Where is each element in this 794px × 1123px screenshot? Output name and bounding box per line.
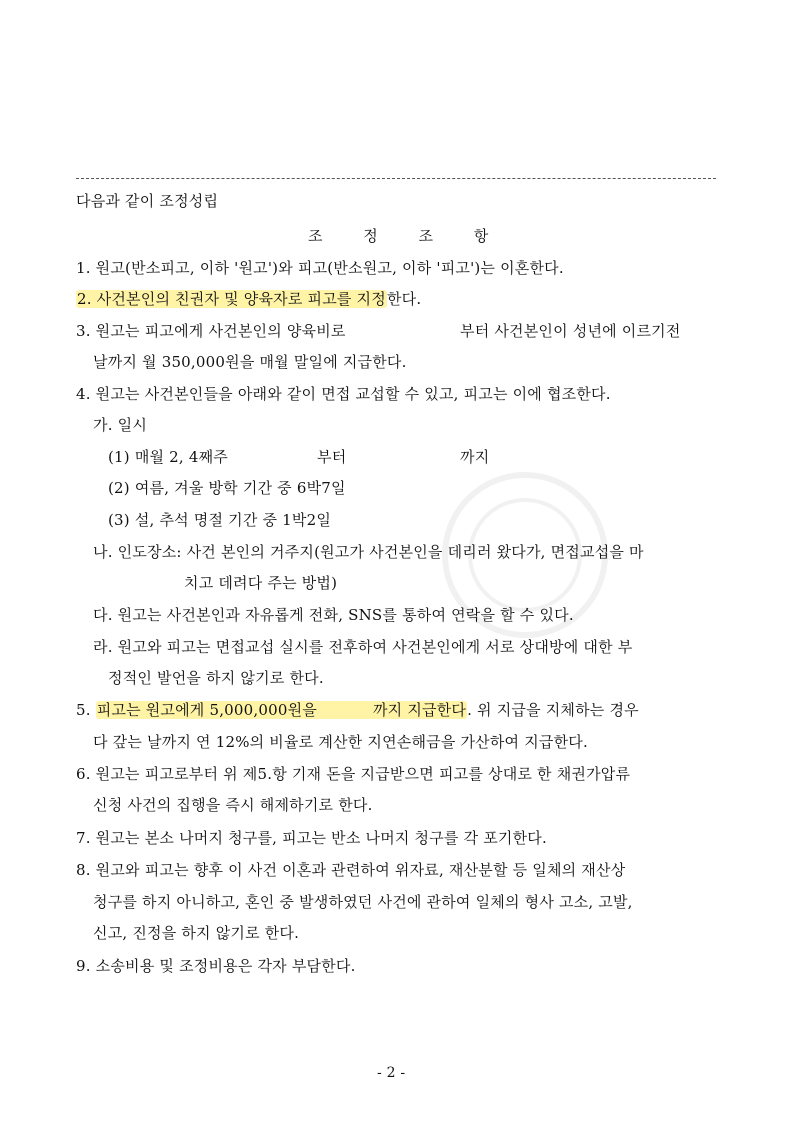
- clause-8-line-2: 청구를 하지 아니하고, 혼인 중 발생하였던 사건에 관하여 일체의 형사 고소, 고발,: [93, 893, 633, 911]
- header-divider: [76, 178, 716, 179]
- clause-5-highlight: [96, 701, 467, 719]
- clause-4: 4. 원고는 사건본인들을 아래와 같이 면접 교섭할 수 있고, 피고는 이에 협조한다.: [76, 385, 611, 403]
- clause-4-ga-1-from: 부터: [317, 448, 347, 466]
- clause-5-number: 5.: [76, 701, 91, 719]
- clause-8-line-1: 8. 원고와 피고는 향후 이 사건 이혼과 관련하여 위자료, 재산분할 등 일체의 재산상: [76, 861, 626, 879]
- clause-6-line-2: 신청 사건의 집행을 즉시 해제하기로 한다.: [93, 796, 373, 814]
- clause-1: 1. 원고(반소피고, 이하 '원고')와 피고(반소원고, 이하 '피고')는 이혼한다.: [76, 259, 564, 277]
- clause-4-ga: 가. 일시: [93, 416, 148, 434]
- clause-3-line-1b: 부터 사건본인이 성년에 이르기전: [460, 322, 681, 340]
- intro-text: 다음과 같이 조정성립: [76, 192, 219, 210]
- clause-4-na-line-1: 나. 인도장소: 사건 본인의 거주지(원고가 사건본인을 데리러 왔다가, 면접교섭을 마: [93, 543, 644, 561]
- clause-5-highlight-due: 까지 지급한다: [372, 701, 467, 719]
- clause-5-highlight-amount: 피고는 원고에게 5,000,000원을: [96, 701, 317, 719]
- section-title: 조 정 조 항: [308, 227, 507, 245]
- clause-7: 7. 원고는 본소 나머지 청구를, 피고는 반소 나머지 청구를 각 포기한다.: [76, 829, 547, 847]
- clause-4-ra-line-1: 라. 원고와 피고는 면접교섭 실시를 전후하여 사건본인에게 서로 상대방에 대한 부: [93, 638, 633, 656]
- clause-4-ga-3: (3) 설, 추석 명절 기간 중 1박2일: [108, 511, 332, 529]
- clause-4-ga-1-to: 까지: [460, 448, 490, 466]
- clause-4-da: 다. 원고는 사건본인과 자유롭게 전화, SNS를 통하여 연락을 할 수 있다.: [93, 606, 574, 624]
- page-number: - 2 -: [377, 1065, 406, 1081]
- clause-3-line-2: 날까지 월 350,000원을 매월 말일에 지급한다.: [93, 353, 407, 371]
- clause-4-ra-line-2: 정적인 발언을 하지 않기로 한다.: [108, 669, 324, 687]
- clause-4-ga-2: (2) 여름, 겨울 방학 기간 중 6박7일: [108, 479, 346, 497]
- clause-3-line-1: 3. 원고는 피고에게 사건본인의 양육비로: [76, 322, 346, 340]
- clause-9: 9. 소송비용 및 조정비용은 각자 부담한다.: [76, 957, 356, 975]
- clause-2-rest: 한다.: [386, 290, 422, 308]
- clause-2: [76, 289, 421, 309]
- clause-4-na-line-2: 치고 데려다 주는 방법): [184, 574, 338, 592]
- clause-8-line-3: 신고, 진정을 하지 않기로 한다.: [93, 924, 300, 942]
- clause-2-highlight: 2. 사건본인의 친권자 및 양육자로 피고를 지정: [77, 290, 386, 308]
- clause-4-ga-1: (1) 매월 2, 4째주: [108, 448, 228, 466]
- clause-5-line-2: 다 갚는 날까지 연 12%의 비율로 계산한 지연손해금을 가산하여 지급한다.: [93, 733, 588, 751]
- clause-5-line-1: [76, 700, 639, 720]
- clause-6-line-1: 6. 원고는 피고로부터 위 제5.항 기재 돈을 지급받으면 피고를 상대로 한 채권가압류: [76, 765, 631, 783]
- clause-5-rest: . 위 지급을 지체하는 경우: [467, 701, 639, 719]
